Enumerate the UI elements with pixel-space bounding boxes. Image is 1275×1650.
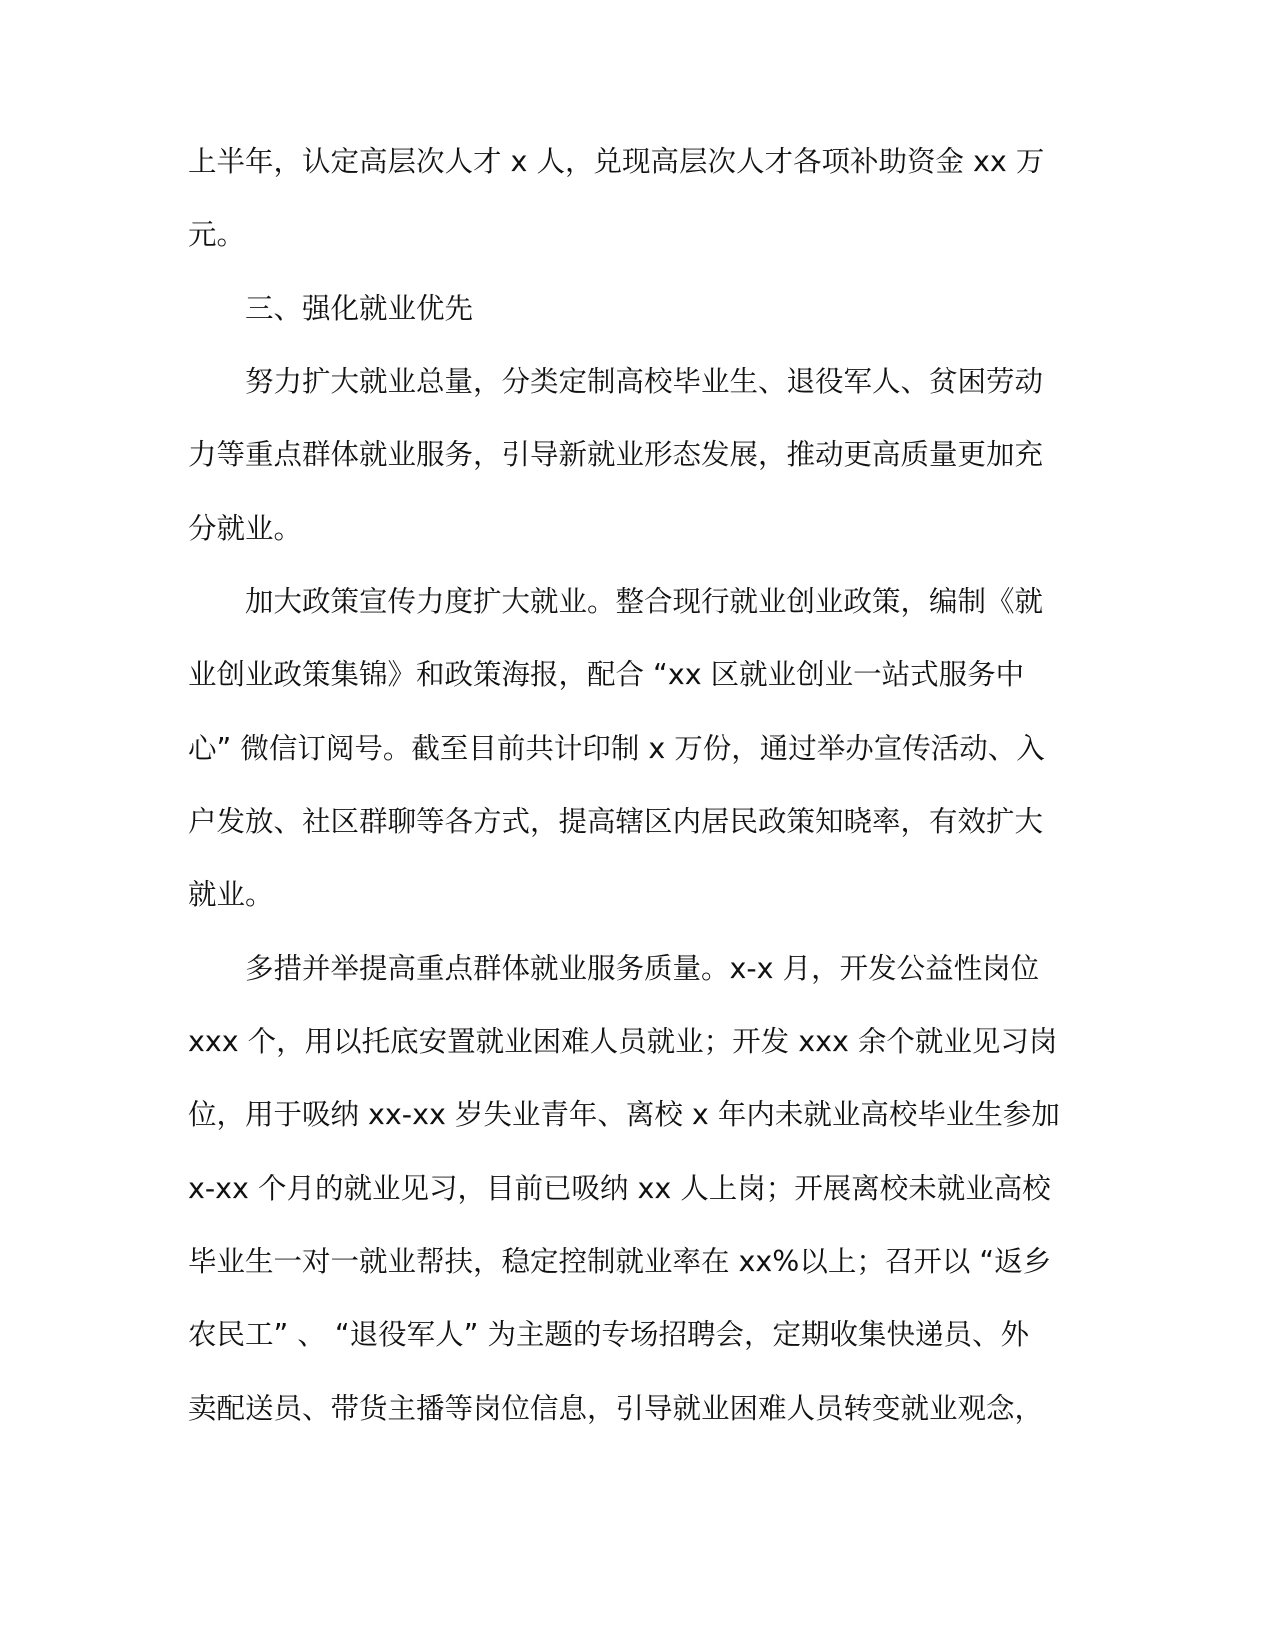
text-line: 上半年，认定高层次人才 x 人，兑现高层次人才各项补助资金 xx 万 (188, 145, 1045, 178)
text-line: 努力扩大就业总量，分类定制高校毕业生、退役军人、贫困劳动 (245, 365, 1044, 398)
text-line: 就业。 (188, 878, 274, 911)
text-line: 位，用于吸纳 xx-xx 岁失业青年、离校 x 年内未就业高校毕业生参加 (188, 1098, 1060, 1131)
text-line: 元。 (188, 218, 246, 251)
text-line: 分就业。 (188, 512, 303, 545)
text-line: 毕业生一对一就业帮扶，稳定控制就业率在 xx%以上；召开以 “返乡 (188, 1245, 1052, 1278)
text-line: 卖配送员、带货主播等岗位信息，引导就业困难人员转变就业观念， (188, 1392, 1044, 1425)
text-line: 心” 微信订阅号。截至目前共计印制 x 万份，通过举办宣传活动、入 (188, 732, 1045, 765)
text-line: 农民工” 、 “退役军人” 为主题的专场招聘会，定期收集快递员、外 (188, 1318, 1029, 1351)
text-line: 力等重点群体就业服务，引导新就业形态发展，推动更高质量更加充 (188, 438, 1044, 471)
text-line: 多措并举提高重点群体就业服务质量。x-x 月，开发公益性岗位 (245, 952, 1040, 985)
text-line: 户发放、社区群聊等各方式，提高辖区内居民政策知晓率，有效扩大 (188, 805, 1044, 838)
text-line: 业创业政策集锦》和政策海报，配合 “xx 区就业创业一站式服务中 (188, 658, 1025, 691)
text-line: 加大政策宣传力度扩大就业。整合现行就业创业政策，编制《就 (245, 585, 1044, 618)
section-heading: 三、强化就业优先 (245, 292, 474, 325)
text-line: xxx 个，用以托底安置就业困难人员就业；开发 xxx 余个就业见习岗 (188, 1025, 1058, 1058)
text-line: x-xx 个月的就业见习，目前已吸纳 xx 人上岗；开展离校未就业高校 (188, 1172, 1051, 1205)
